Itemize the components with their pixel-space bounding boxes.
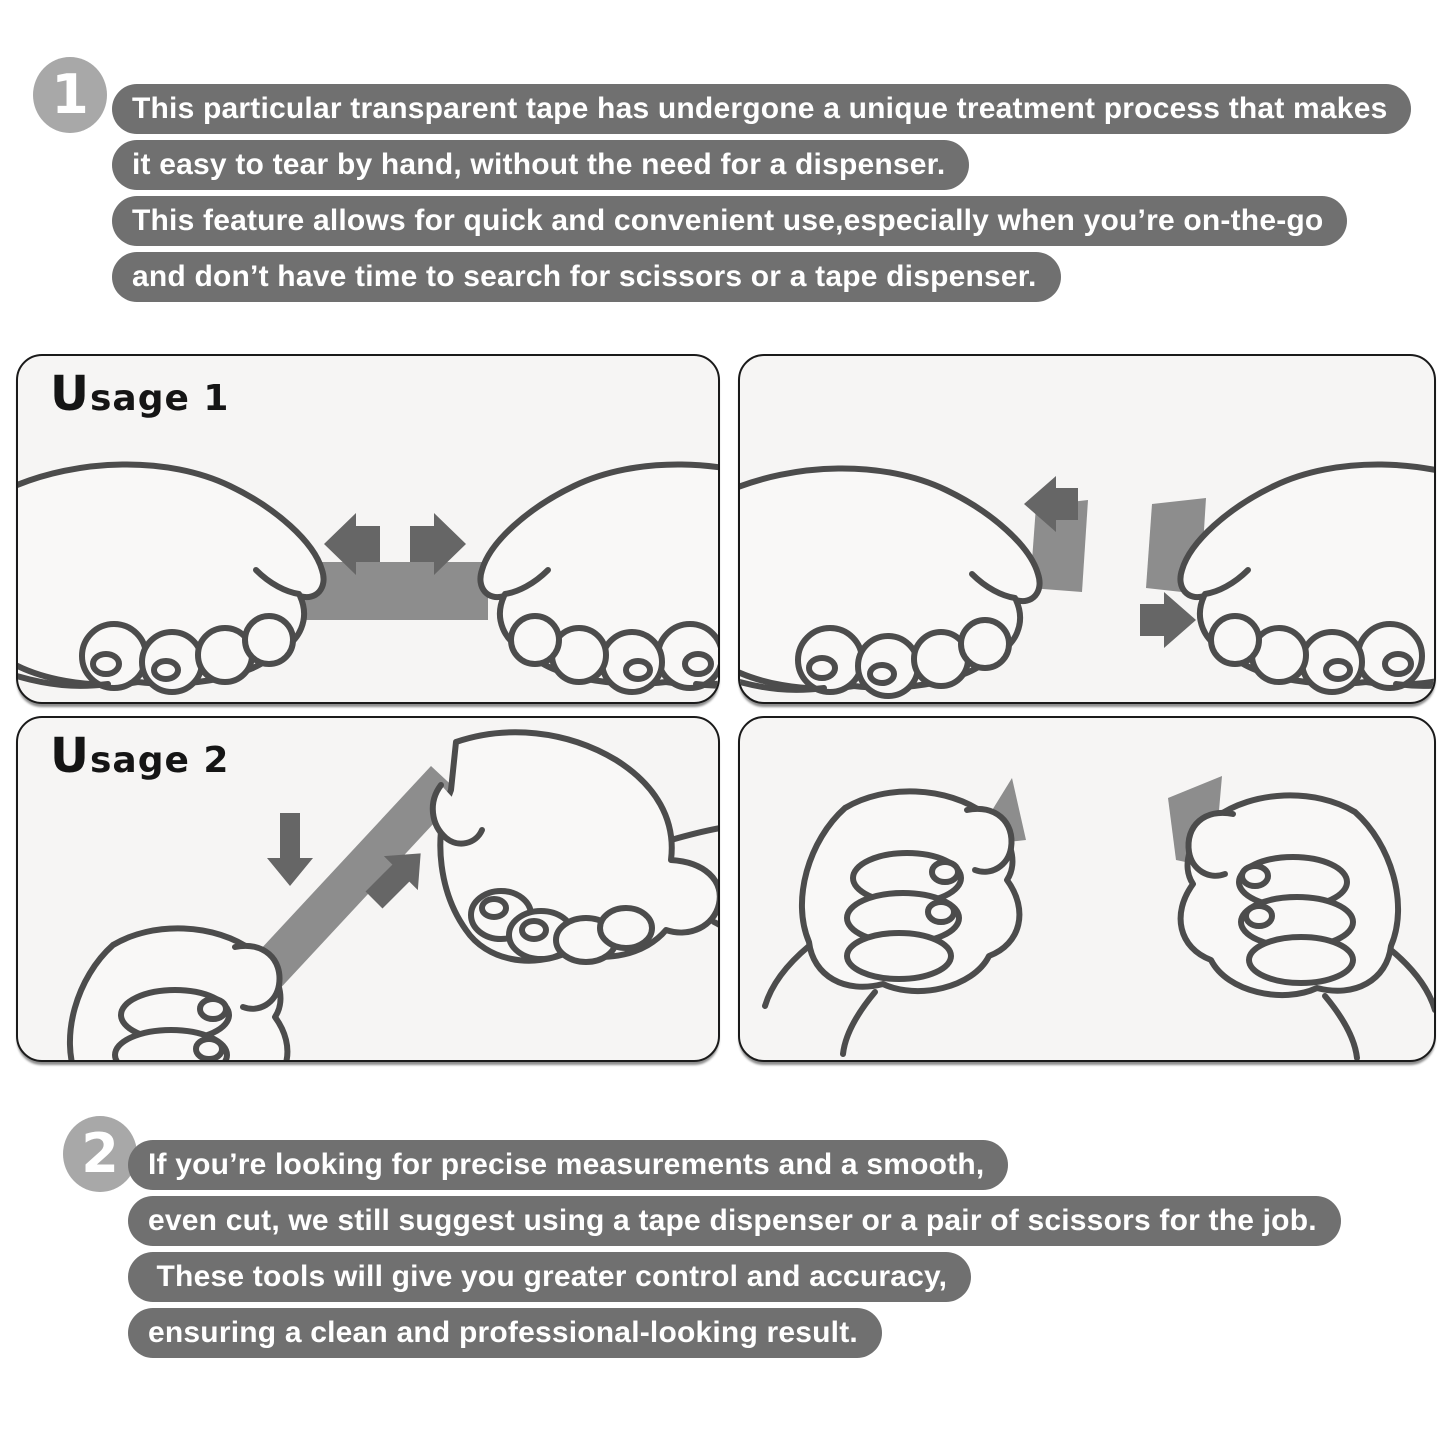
- text-pill: ensuring a clean and professional-looking result.: [128, 1308, 882, 1358]
- usage1-label: Usage 1: [50, 366, 230, 422]
- text-pill: If you’re looking for precise measurements and a smooth,: [128, 1140, 1008, 1190]
- usage2-torn-illustration: [740, 718, 1434, 1060]
- hand-left: [740, 468, 1040, 696]
- fist-right: [1181, 795, 1434, 1058]
- panel-usage1-torn: [738, 354, 1436, 704]
- arrow-down-icon: [267, 813, 313, 886]
- panel-usage1-pull: [16, 354, 720, 704]
- step-1-badge: 1: [33, 57, 107, 133]
- fist-left: [765, 791, 1019, 1054]
- step-2-badge: 2: [63, 1116, 137, 1192]
- text-pill: These tools will give you greater control and accuracy,: [128, 1252, 971, 1302]
- usage2-label: Usage 2: [50, 728, 230, 784]
- text-pill: This particular transparent tape has undergone a unique treatment process that makes: [112, 84, 1411, 134]
- panel-usage2-torn: [738, 716, 1436, 1062]
- hand-left: [18, 464, 324, 692]
- step-2-text-block: [128, 1140, 1341, 1358]
- text-pill: it easy to tear by hand, without the need for a dispenser.: [112, 140, 969, 190]
- text-pill: This feature allows for quick and convenient use,especially when you’re on-the-go: [112, 196, 1347, 246]
- text-pill: and don’t have time to search for scissors or a tape dispenser.: [112, 252, 1061, 302]
- usage1-torn-illustration: [740, 356, 1434, 702]
- hand-right: [480, 464, 718, 692]
- text-pill: even cut, we still suggest using a tape dispenser or a pair of scissors for the job.: [128, 1196, 1341, 1246]
- fist-left: [33, 928, 287, 1060]
- hand-right: [1180, 464, 1434, 692]
- arrow-right-icon: [1140, 592, 1196, 648]
- fist-right: [433, 732, 718, 962]
- panel-usage2-pull: [16, 716, 720, 1062]
- step-1-text-block: [112, 84, 1411, 302]
